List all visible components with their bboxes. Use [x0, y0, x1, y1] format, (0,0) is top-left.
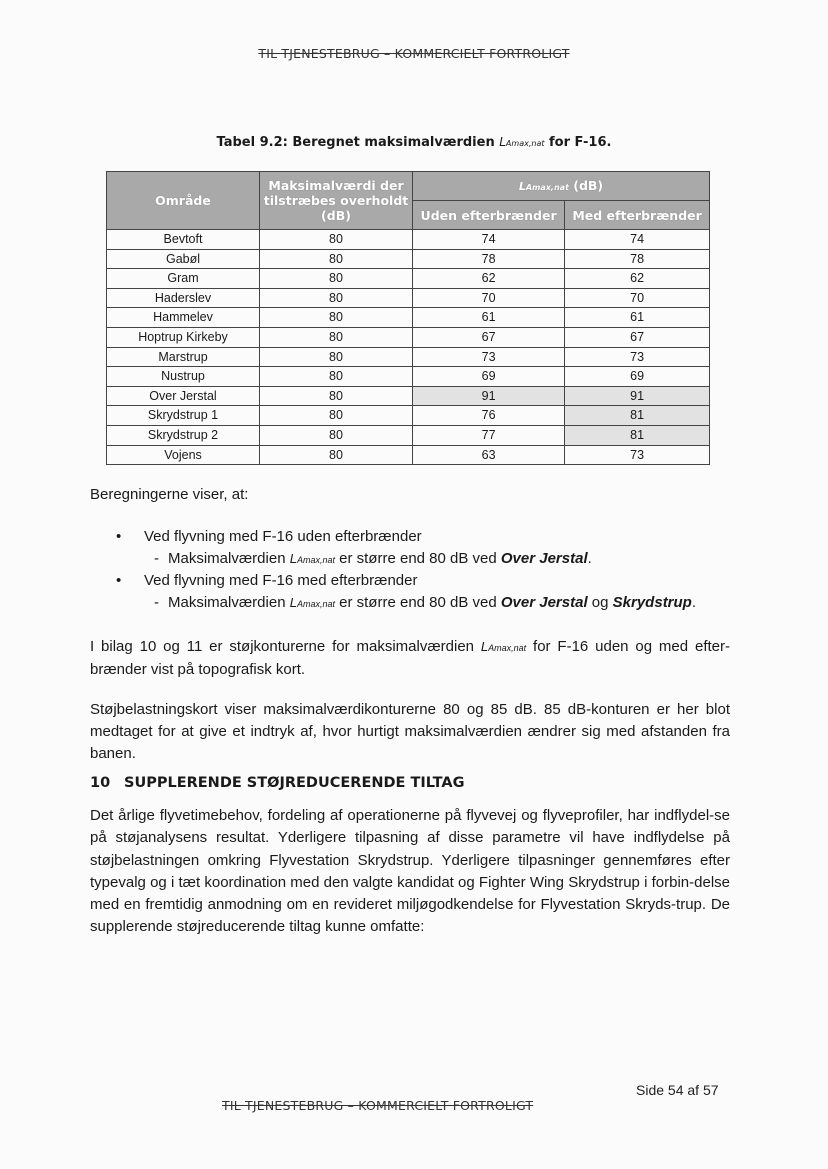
section-heading [90, 775, 465, 791]
header-area: Område [107, 172, 260, 230]
header-max-value: Maksimalværdi der tilstræbes overholdt (dB) [260, 172, 413, 230]
list-item [90, 526, 750, 548]
place-name: Over Jerstal [500, 594, 588, 611]
lamax-subscript: Amax,nat [488, 643, 527, 653]
sub-og: og [587, 594, 613, 611]
table-row [107, 327, 710, 347]
cell-with: 69 [565, 367, 710, 387]
lamax-subscript: Amax,nat [296, 599, 335, 609]
cell-without: 63 [413, 445, 565, 465]
list-item [90, 570, 750, 592]
cell-without: 61 [413, 308, 565, 328]
table-row [107, 288, 710, 308]
cell-area: Skrydstrup 2 [107, 425, 260, 445]
cell-without: 74 [413, 230, 565, 250]
section-number: 10 [90, 775, 111, 791]
cell-area: Skrydstrup 1 [107, 406, 260, 426]
bullet-dot: • [116, 528, 122, 545]
header-classification: TIL TJENESTEBRUG – KOMMERCIELT FORTROLIGT [258, 46, 570, 61]
cell-with: 81 [565, 406, 710, 426]
paragraph: Det årlige flyvetimebehov, fordeling af operationerne på flyvevej og flyveprofiler, har indflydel-se på støjanalysens resultat. Yderligere tilpasning af disse parametre vil have indflydelse på støjbelastningen omkring Flyvestation Skrydstrup. Yderligere tilpasninger gennemføres efter typevalg og i tæt koordination med den valgte kandidat og Fighter Wing Skrydstrup i forbin-delse med en fremtidig anmodning om en revideret miljøgodkendelse for Flyvestation Skryds-trup. De supplerende støjreducerende tiltag kunne omfatte: [90, 807, 730, 936]
cell-limit: 80 [260, 425, 413, 445]
cell-without: 78 [413, 249, 565, 269]
cell-with: 62 [565, 269, 710, 289]
para1-prefix: I bilag 10 og 11 er støjkonturerne for maksimalværdien [90, 638, 481, 655]
sub-end: . [587, 550, 592, 567]
page-number: Side 54 af 57 [636, 1082, 719, 1098]
paragraph [90, 636, 730, 681]
table-row [107, 406, 710, 426]
cell-without: 73 [413, 347, 565, 367]
cell-limit: 80 [260, 269, 413, 289]
sub-bullet-text [168, 592, 696, 615]
para1-suffix: for F-16 uden og med efter-brænder vist på topografisk kort. [90, 638, 730, 678]
table-row [107, 445, 710, 465]
cell-with: 73 [565, 347, 710, 367]
lamax-symbol: L [289, 551, 297, 566]
bullet-text: Ved flyvning med F-16 med efterbrænder [144, 572, 418, 589]
cell-without: 69 [413, 367, 565, 387]
cell-without: 70 [413, 288, 565, 308]
cell-with: 91 [565, 386, 710, 406]
cell-without: 76 [413, 406, 565, 426]
caption-subscript: Amax,nat [505, 139, 545, 148]
dash-marker: - [154, 594, 159, 611]
lamax-symbol: L [480, 639, 489, 654]
cell-with: 78 [565, 249, 710, 269]
cell-area: Haderslev [107, 288, 260, 308]
header-unit: (dB) [568, 177, 604, 193]
cell-without: 62 [413, 269, 565, 289]
cell-without: 67 [413, 327, 565, 347]
section-title: SUPPLERENDE STØJREDUCERENDE TILTAG [124, 775, 465, 791]
lamax-subscript: Amax,nat [296, 555, 335, 565]
bullet-list [90, 526, 750, 614]
lamax-symbol: L [289, 595, 297, 610]
cell-area: Vojens [107, 445, 260, 465]
bullet-text: Ved flyvning med F-16 uden efterbrænder [144, 528, 422, 545]
footer-classification: TIL TJENESTEBRUG – KOMMERCIELT FORTROLIGT [222, 1098, 534, 1113]
dash-marker: - [154, 550, 159, 567]
table-row [107, 230, 710, 250]
list-item [90, 548, 750, 570]
cell-area: Bevtoft [107, 230, 260, 250]
sub-bullet-text [168, 548, 592, 571]
intro-text: Beregningerne viser, at: [90, 486, 249, 503]
cell-limit: 80 [260, 308, 413, 328]
cell-area: Hammelev [107, 308, 260, 328]
header-lamax-group [413, 172, 710, 201]
cell-with: 74 [565, 230, 710, 250]
cell-limit: 80 [260, 445, 413, 465]
cell-with: 67 [565, 327, 710, 347]
cell-without: 91 [413, 386, 565, 406]
cell-area: Over Jerstal [107, 386, 260, 406]
caption-prefix: Tabel 9.2: Beregnet maksimalværdien [216, 135, 500, 150]
cell-with: 73 [565, 445, 710, 465]
table-row [107, 425, 710, 445]
table-row [107, 249, 710, 269]
cell-area: Nustrup [107, 367, 260, 387]
cell-limit: 80 [260, 230, 413, 250]
sub-mid: er større end 80 dB ved [334, 594, 501, 611]
cell-limit: 80 [260, 367, 413, 387]
table-caption [0, 135, 828, 150]
table-row [107, 386, 710, 406]
table-row [107, 269, 710, 289]
cell-with: 61 [565, 308, 710, 328]
bullet-dot: • [116, 572, 122, 589]
noise-table [106, 171, 710, 465]
caption-suffix: for F-16. [544, 135, 612, 150]
cell-with: 70 [565, 288, 710, 308]
cell-limit: 80 [260, 288, 413, 308]
header-with-afterburner: Med efterbrænder [565, 201, 710, 230]
table-row [107, 367, 710, 387]
caption-symbol: L [499, 135, 506, 149]
header-subscript: Amax,nat [525, 182, 569, 192]
table-row [107, 308, 710, 328]
table-row [107, 347, 710, 367]
sub-end: . [691, 594, 697, 611]
paragraph: Støjbelastningskort viser maksimalværdikonturerne 80 og 85 dB. 85 dB-konturen er her blot medtaget for at give et indtryk af, hvor hurtigt maksimalværdien ændrer sig med afstanden fra banen. [90, 701, 730, 762]
place-name: Skrydstrup [612, 594, 692, 611]
cell-limit: 80 [260, 406, 413, 426]
cell-with: 81 [565, 425, 710, 445]
cell-area: Gram [107, 269, 260, 289]
cell-without: 77 [413, 425, 565, 445]
cell-area: Marstrup [107, 347, 260, 367]
cell-limit: 80 [260, 347, 413, 367]
header-without-afterburner: Uden efterbrænder [413, 201, 565, 230]
header-symbol: L [518, 179, 526, 193]
cell-area: Hoptrup Kirkeby [107, 327, 260, 347]
list-item [90, 592, 750, 614]
place-name: Over Jerstal [500, 550, 588, 567]
cell-limit: 80 [260, 249, 413, 269]
cell-limit: 80 [260, 327, 413, 347]
sub-mid: er større end 80 dB ved [334, 550, 501, 567]
cell-limit: 80 [260, 386, 413, 406]
cell-area: Gabøl [107, 249, 260, 269]
sub-prefix: Maksimalværdien [168, 594, 290, 611]
sub-prefix: Maksimalværdien [168, 550, 290, 567]
